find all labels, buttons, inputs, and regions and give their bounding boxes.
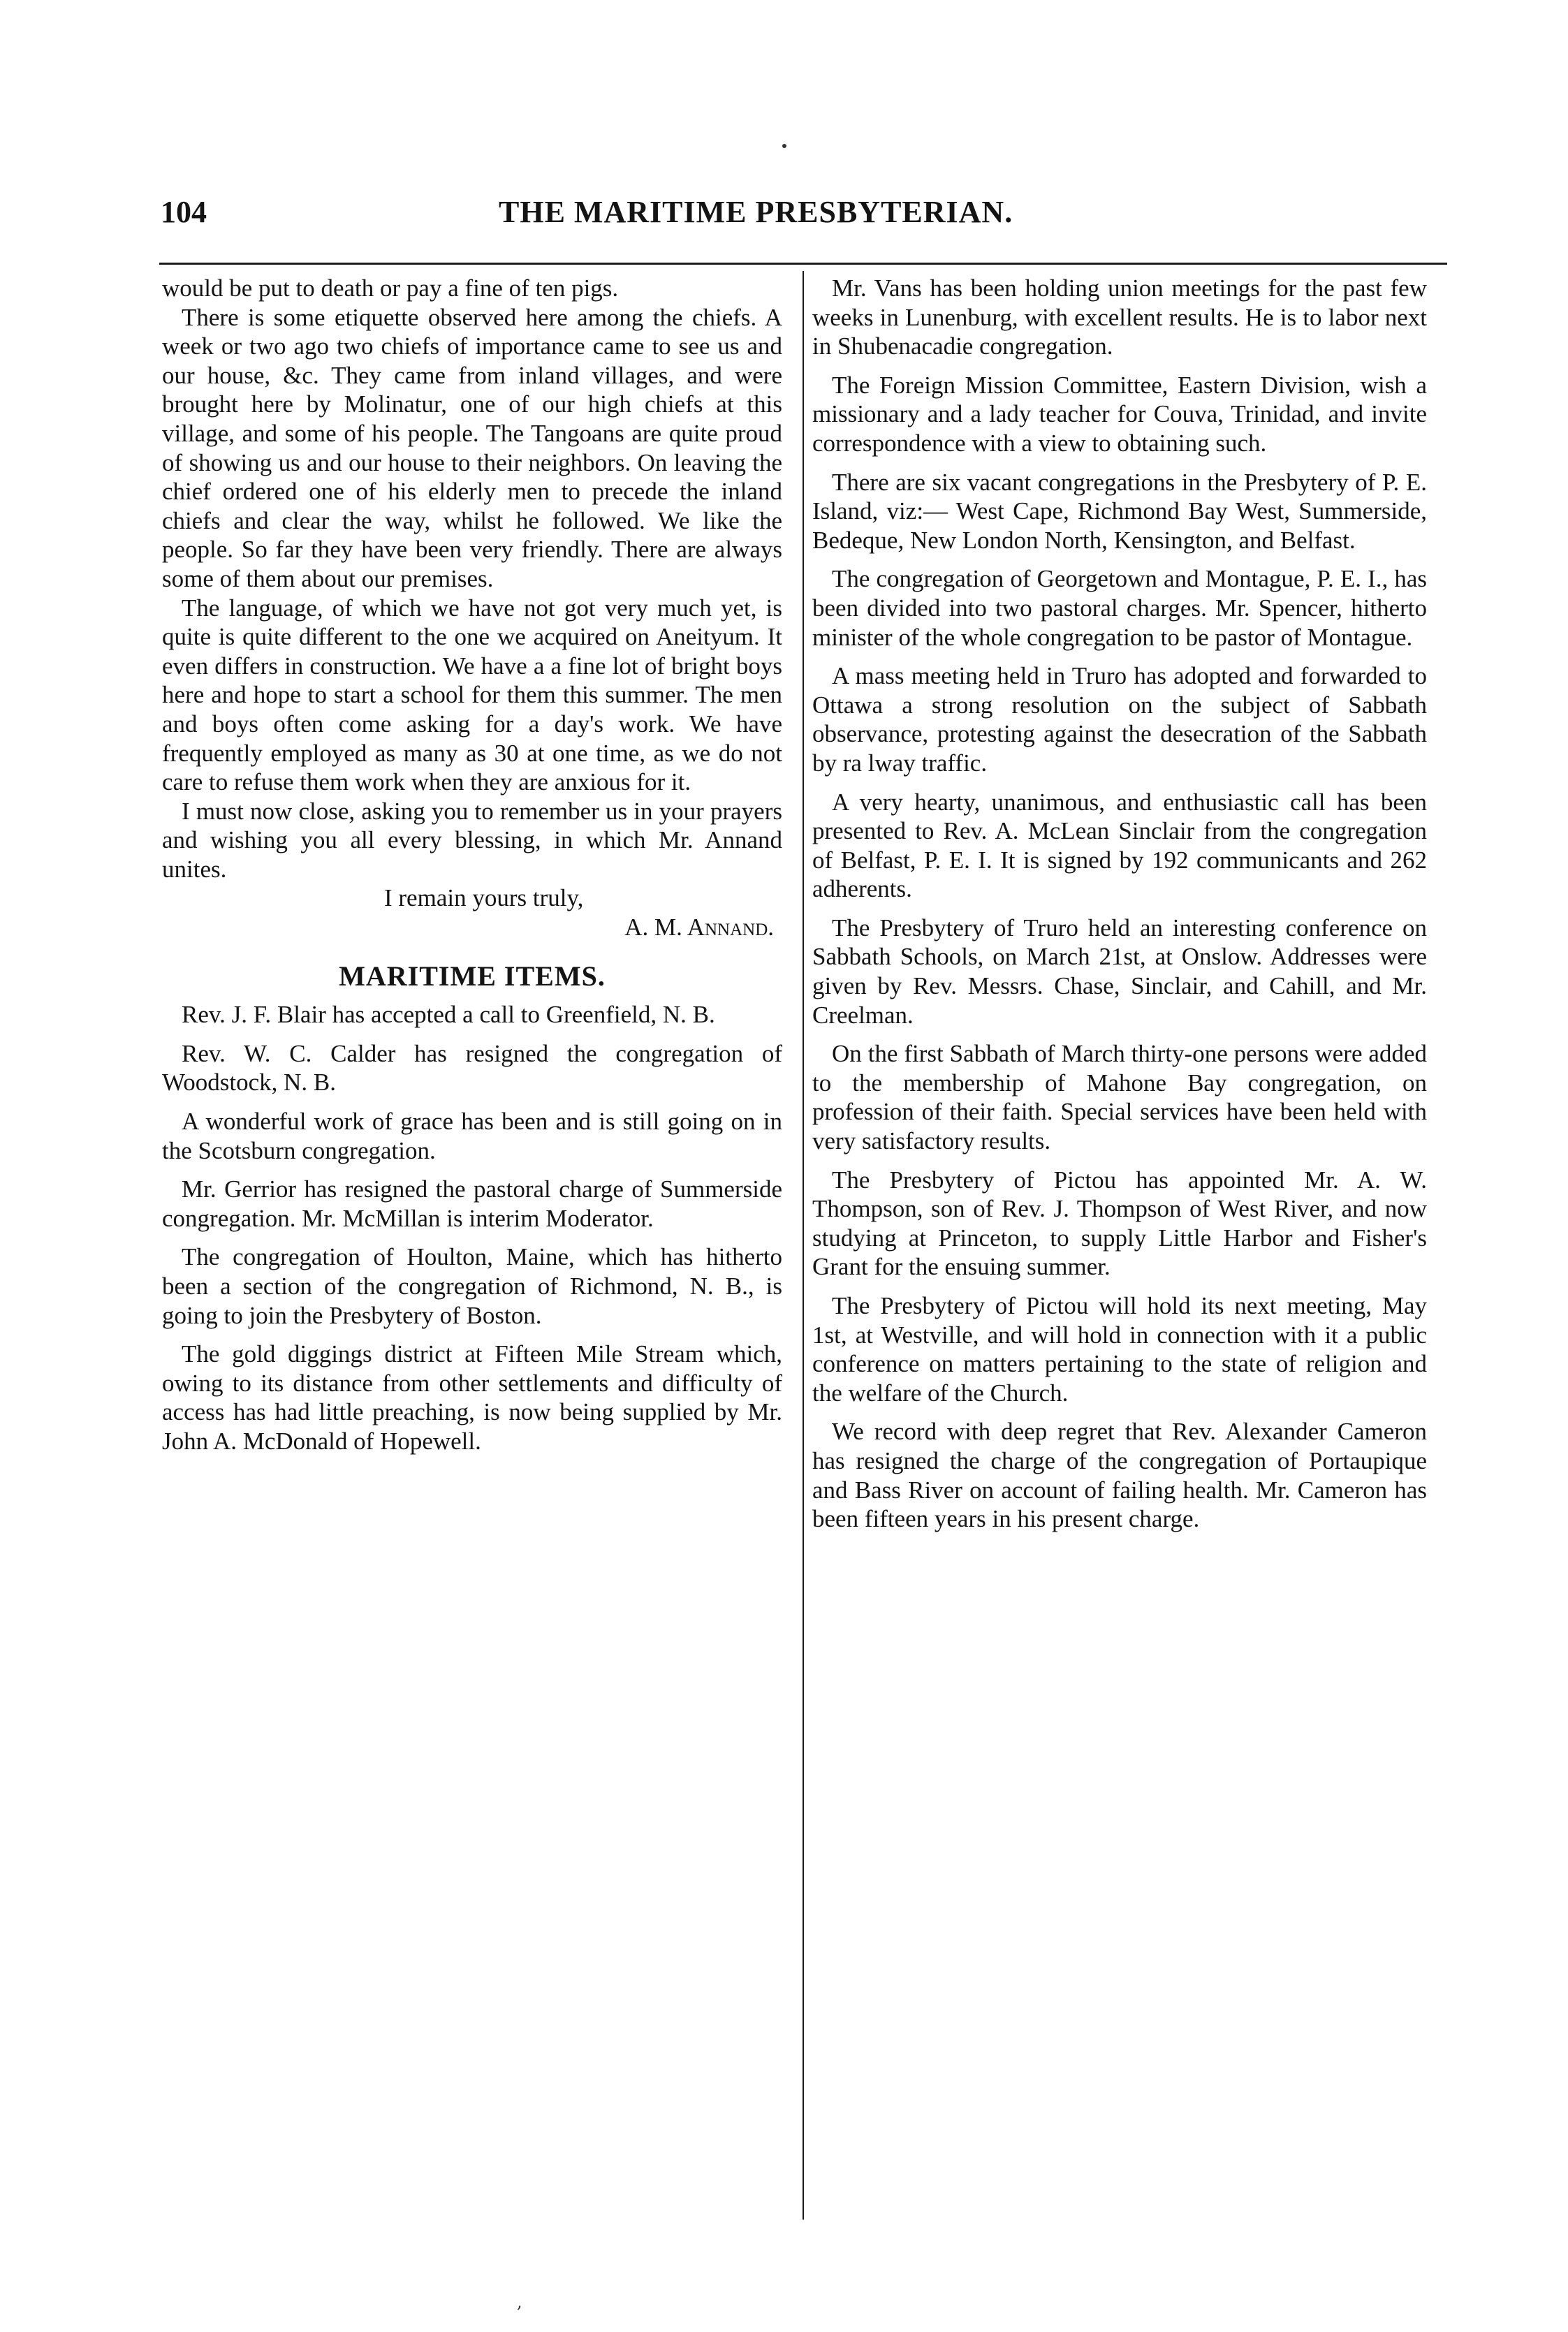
left-column xyxy=(162,274,782,1456)
letter-paragraph: I must now close, asking you to remember us in your prayers and wishing you all every blessing, in which Mr. Annand unites. xyxy=(162,797,782,883)
letter-paragraph: There is some etiquette observed here among the chiefs. A week or two ago two chiefs of importance came to see us and our house, &c. They came from inland villages, and were brought here by Molinatur, one of our high chiefs at this village, and some of his people. The Tangoans are quite proud of showing us and our house to their neighbors. On leaving the chief ordered one of his elderly men to precede the inland chiefs and clear the way, whilst he followed. We like the people. So far they have been very friendly. There are always some of them about our premises. xyxy=(162,303,782,592)
news-item: Rev. J. F. Blair has accepted a call to Greenfield, N. B. xyxy=(182,1001,715,1029)
letter-signature: A. M. Annand. xyxy=(624,914,774,941)
news-item: The Foreign Mission Committee, Eastern Division, wish a missionary and a lady teacher for Couva, Trinidad, and invite correspondence with a view to obtaining such. xyxy=(812,371,1427,457)
running-header xyxy=(161,194,1446,243)
news-item: The Presbytery of Pictou has appointed Mr. A. W. Thompson, son of Rev. J. Thompson of West River, and now studying at Princeton, to supply Little Harbor and Fisher's Grant for the ensuing summer. xyxy=(812,1166,1427,1281)
header-rule xyxy=(159,263,1447,265)
news-item: The Presbytery of Truro held an interesting conference on Sabbath Schools, on March 21st, at Onslow. Addresses were given by Rev. Messrs. Chase, Sinclair, and Cahill, and Mr. Creelman. xyxy=(812,914,1427,1029)
letter-paragraph: would be put to death or pay a fine of ten pigs. xyxy=(162,274,619,302)
news-item: The Presbytery of Pictou will hold its next meeting, May 1st, at Westville, and will hold in connection with it a public conference on matters pertaining to the state of religion and the welfare of the Church. xyxy=(812,1292,1427,1407)
news-item: The congregation of Georgetown and Montague, P. E. I., has been divided into two pastoral charges. Mr. Spencer, hitherto minister of the whole congregation to be pastor of Montague. xyxy=(812,565,1427,651)
news-item: On the first Sabbath of March thirty-one persons were added to the membership of Mahone Bay congregation, on profession of their faith. Special services have been held with very satisfactory results. xyxy=(812,1040,1427,1155)
news-item: A wonderful work of grace has been and is still going on in the Scotsburn congregation. xyxy=(162,1108,782,1164)
page-number: 104 xyxy=(161,195,207,229)
print-speck: , xyxy=(517,2292,522,2312)
news-item: There are six vacant congregations in the Presbytery of P. E. Island, viz:— West Cape, Richmond Bay West, Summerside, Bedeque, New London North, Kensington, and Belfast. xyxy=(812,468,1427,554)
print-speck xyxy=(782,144,786,148)
news-item: Mr. Vans has been holding union meetings for the past few weeks in Lunenburg, with excellent results. He is to labor next in Shubenacadie congregation. xyxy=(812,274,1427,360)
news-item: Rev. W. C. Calder has resigned the congregation of Woodstock, N. B. xyxy=(162,1039,782,1097)
letter-signoff: I remain yours truly, xyxy=(384,884,584,912)
news-item: A mass meeting held in Truro has adopted and forwarded to Ottawa a strong resolution on the subject of Sabbath observance, protesting against the desecration of the Sabbath by ra lway traffic. xyxy=(812,662,1427,777)
news-item: A very hearty, unanimous, and enthusiastic call has been presented to Rev. A. McLean Sinclair from the congregation of Belfast, P. E. I. It is signed by 192 communicants and 262 adherents. xyxy=(812,788,1427,903)
news-item: Mr. Gerrior has resigned the pastoral charge of Summerside congregation. Mr. McMillan is interim Moderator. xyxy=(162,1175,782,1232)
news-item: The gold diggings district at Fifteen Mile Stream which, owing to its distance from other settlements and difficulty of access has had little preaching, is now being supplied by Mr. John A. McDonald of Hopewell. xyxy=(162,1340,782,1455)
journal-title: THE MARITIME PRESBYTERIAN. xyxy=(499,195,1013,229)
section-heading: MARITIME ITEMS. xyxy=(339,960,606,992)
column-divider xyxy=(803,271,804,2220)
news-item: The congregation of Houlton, Maine, which has hitherto been a section of the congregation of Richmond, N. B., is going to join the Presbytery of Boston. xyxy=(162,1243,782,1329)
news-item: We record with deep regret that Rev. Alexander Cameron has resigned the charge of the congregation of Portaupique and Bass River on account of failing health. Mr. Cameron has been fifteen years in his present charge. xyxy=(812,1418,1427,1533)
right-column xyxy=(812,274,1427,1534)
letter-paragraph: The language, of which we have not got very much yet, is quite is quite different to the one we acquired on Aneityum. It even differs in construction. We have a a fine lot of bright boys here and hope to start a school for them this summer. The men and boys often come asking for a day's work. We have frequently employed as many as 30 at one time, as we do not care to refuse them work when they are anxious for it. xyxy=(162,594,782,796)
